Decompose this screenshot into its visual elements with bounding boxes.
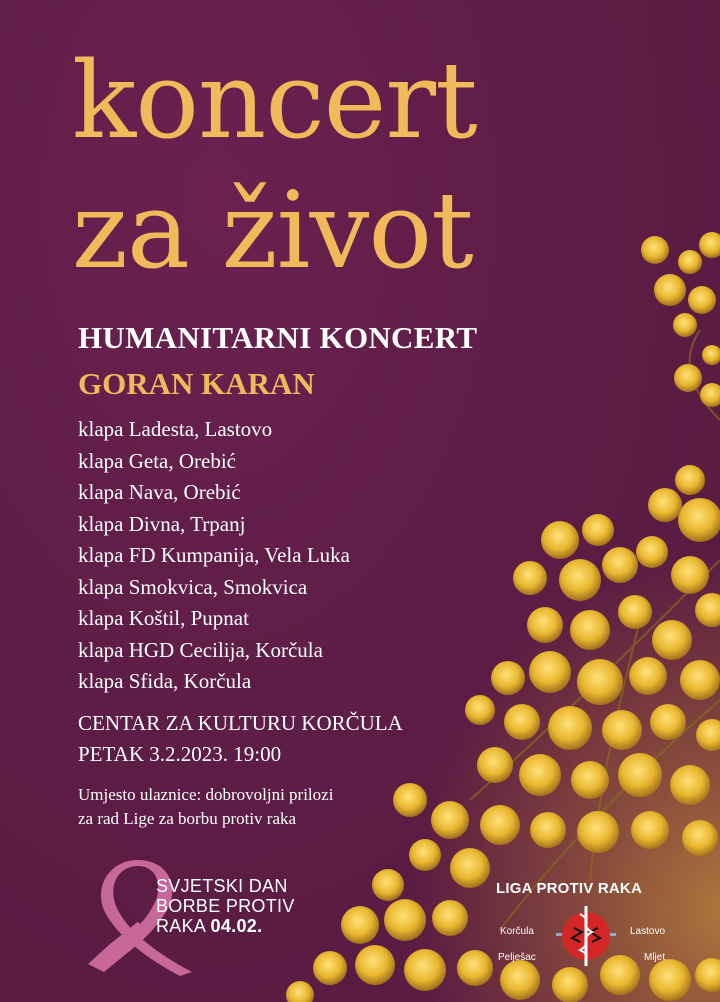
title-line-2: za život xyxy=(72,169,473,292)
liga-place-mljet: Mljet xyxy=(644,952,666,963)
event-datetime: PETAK 3.2.2023. 19:00 xyxy=(78,742,282,766)
performer-item: klapa Smokvica, Smokvica xyxy=(78,574,308,599)
donation-note-line-1: Umjesto ulaznice: dobrovoljni prilozi xyxy=(78,785,334,804)
world-day-date: 04.02. xyxy=(210,916,263,936)
liga-title: LIGA PROTIV RAKA xyxy=(496,880,642,897)
performer-item: klapa Sfida, Korčula xyxy=(78,669,252,693)
performer-item: klapa Ladesta, Lastovo xyxy=(78,417,273,441)
performer-item: klapa FD Kumpanija, Vela Luka xyxy=(78,543,350,567)
headline-artist: GORAN KARAN xyxy=(78,366,315,401)
donation-note-line-2: za rad Lige za borbu protiv raka xyxy=(78,809,297,828)
world-day-line-2: BORBE PROTIV xyxy=(156,896,295,916)
performer-item: klapa Geta, Orebić xyxy=(78,448,237,473)
world-day-raka: RAKA xyxy=(156,916,206,936)
caduceus-emblem-icon xyxy=(556,906,616,966)
title-line-1: koncert xyxy=(72,39,477,162)
liga-place-lastovo: Lastovo xyxy=(630,926,666,937)
performer-item: klapa HGD Cecilija, Korčula xyxy=(78,637,323,662)
liga-place-korcula: Korčula xyxy=(500,926,534,937)
world-cancer-day-text xyxy=(156,876,295,936)
performer-list xyxy=(78,414,350,698)
performer-item: klapa Koštil, Pupnat xyxy=(78,606,249,630)
performer-item: klapa Divna, Trpanj xyxy=(78,511,246,536)
performer-item: klapa Nava, Orebić xyxy=(78,480,241,504)
liga-protiv-raka-logo xyxy=(496,880,676,970)
venue-block xyxy=(78,708,403,770)
world-day-line-1: SVJETSKI DAN xyxy=(156,876,288,896)
liga-place-peljesac: Pelješac xyxy=(498,952,536,963)
concert-subtitle: HUMANITARNI KONCERT xyxy=(78,320,478,355)
donation-note xyxy=(78,783,333,831)
venue-name: CENTAR ZA KULTURU KORČULA xyxy=(78,711,403,735)
world-day-line-3 xyxy=(156,916,295,936)
